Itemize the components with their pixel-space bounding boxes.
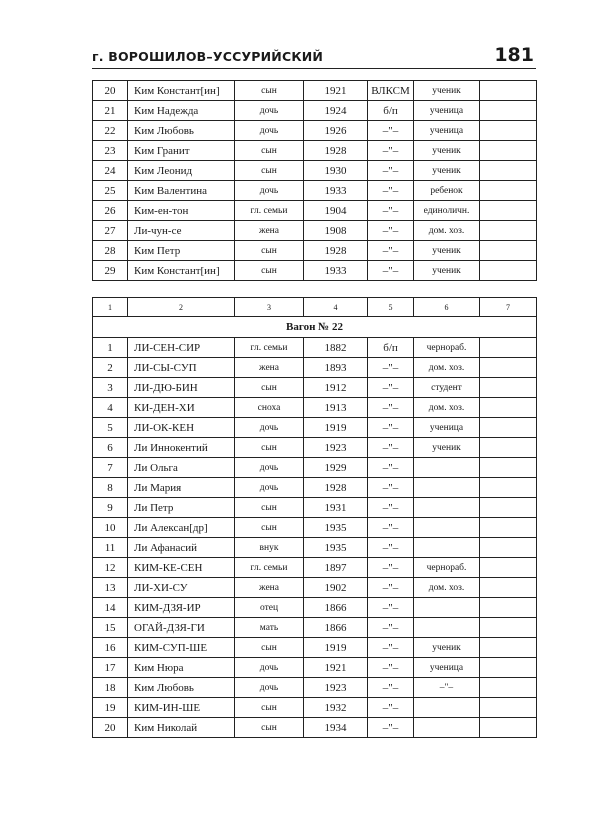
notes-cell: [480, 398, 537, 418]
table-row: [93, 181, 537, 201]
party-status-cell: –"–: [368, 518, 414, 538]
family-relation-cell: дочь: [235, 478, 304, 498]
person-name-cell: Ли Ольга: [128, 458, 235, 478]
birth-year-cell: 1912: [304, 378, 368, 398]
table-row: [93, 578, 537, 598]
row-number-cell: 20: [93, 718, 128, 738]
row-number-cell: 25: [93, 181, 128, 201]
party-status-cell: –"–: [368, 638, 414, 658]
birth-year-cell: 1935: [304, 518, 368, 538]
occupation-cell: ученица: [414, 658, 480, 678]
row-number-cell: 4: [93, 398, 128, 418]
notes-cell: [480, 598, 537, 618]
occupation-cell: ученица: [414, 418, 480, 438]
occupation-cell: [414, 538, 480, 558]
occupation-cell: ученица: [414, 121, 480, 141]
birth-year-cell: 1930: [304, 161, 368, 181]
family-relation-cell: дочь: [235, 678, 304, 698]
family-relation-cell: дочь: [235, 418, 304, 438]
person-name-cell: Ким Констант[ин]: [128, 261, 235, 281]
table-row: [93, 101, 537, 121]
table-row: [93, 618, 537, 638]
person-name-cell: Ли Иннокентий: [128, 438, 235, 458]
wagon-heading-row: [93, 317, 537, 338]
birth-year-cell: 1928: [304, 241, 368, 261]
wagon-title: Вагон № 22: [93, 317, 537, 338]
column-number: 2: [128, 298, 235, 317]
occupation-cell: [414, 498, 480, 518]
birth-year-cell: 1928: [304, 141, 368, 161]
family-relation-cell: жена: [235, 358, 304, 378]
family-relation-cell: сын: [235, 438, 304, 458]
birth-year-cell: 1908: [304, 221, 368, 241]
birth-year-cell: 1866: [304, 618, 368, 638]
notes-cell: [480, 338, 537, 358]
occupation-cell: [414, 718, 480, 738]
birth-year-cell: 1913: [304, 398, 368, 418]
notes-cell: [480, 141, 537, 161]
family-relation-cell: сын: [235, 141, 304, 161]
family-relation-cell: сын: [235, 698, 304, 718]
party-status-cell: –"–: [368, 658, 414, 678]
family-relation-cell: жена: [235, 221, 304, 241]
row-number-cell: 15: [93, 618, 128, 638]
occupation-cell: ученик: [414, 161, 480, 181]
party-status-cell: –"–: [368, 121, 414, 141]
column-number-row: [93, 298, 537, 317]
table-row: [93, 598, 537, 618]
party-status-cell: –"–: [368, 578, 414, 598]
family-relation-cell: сын: [235, 378, 304, 398]
row-number-cell: 17: [93, 658, 128, 678]
notes-cell: [480, 458, 537, 478]
person-name-cell: ЛИ-ДЮ-БИН: [128, 378, 235, 398]
row-number-cell: 29: [93, 261, 128, 281]
notes-cell: [480, 718, 537, 738]
birth-year-cell: 1923: [304, 438, 368, 458]
table-row: [93, 221, 537, 241]
person-name-cell: Ким Петр: [128, 241, 235, 261]
birth-year-cell: 1931: [304, 498, 368, 518]
row-number-cell: 21: [93, 101, 128, 121]
row-number-cell: 16: [93, 638, 128, 658]
family-relation-cell: дочь: [235, 121, 304, 141]
family-relation-cell: дочь: [235, 181, 304, 201]
person-name-cell: КИМ-ДЗЯ-ИР: [128, 598, 235, 618]
birth-year-cell: 1921: [304, 81, 368, 101]
occupation-cell: дом. хоз.: [414, 358, 480, 378]
party-status-cell: –"–: [368, 221, 414, 241]
occupation-cell: –"–: [414, 678, 480, 698]
family-relation-cell: сын: [235, 718, 304, 738]
notes-cell: [480, 201, 537, 221]
family-relation-cell: дочь: [235, 658, 304, 678]
notes-cell: [480, 578, 537, 598]
person-name-cell: Ким Любовь: [128, 678, 235, 698]
occupation-cell: студент: [414, 378, 480, 398]
notes-cell: [480, 241, 537, 261]
person-name-cell: Ли Афанасий: [128, 538, 235, 558]
family-relation-cell: сын: [235, 241, 304, 261]
table-row: [93, 638, 537, 658]
notes-cell: [480, 638, 537, 658]
table-row: [93, 161, 537, 181]
person-name-cell: ЛИ-ОК-КЕН: [128, 418, 235, 438]
row-number-cell: 26: [93, 201, 128, 221]
table-row: [93, 121, 537, 141]
party-status-cell: –"–: [368, 678, 414, 698]
birth-year-cell: 1921: [304, 658, 368, 678]
running-head: [92, 38, 536, 69]
occupation-cell: ученик: [414, 638, 480, 658]
row-number-cell: 1: [93, 338, 128, 358]
family-relation-cell: отец: [235, 598, 304, 618]
birth-year-cell: 1933: [304, 261, 368, 281]
row-number-cell: 8: [93, 478, 128, 498]
notes-cell: [480, 658, 537, 678]
table-row: [93, 398, 537, 418]
person-name-cell: Ким Надежда: [128, 101, 235, 121]
notes-cell: [480, 538, 537, 558]
party-status-cell: –"–: [368, 398, 414, 418]
table-row: [93, 658, 537, 678]
person-name-cell: Ким Николай: [128, 718, 235, 738]
occupation-cell: чернораб.: [414, 338, 480, 358]
family-relation-cell: сын: [235, 81, 304, 101]
birth-year-cell: 1929: [304, 458, 368, 478]
table-row: [93, 261, 537, 281]
table-row: [93, 518, 537, 538]
table-row: [93, 438, 537, 458]
party-status-cell: –"–: [368, 558, 414, 578]
table-row: [93, 718, 537, 738]
column-number: 5: [368, 298, 414, 317]
family-relation-cell: сын: [235, 261, 304, 281]
notes-cell: [480, 558, 537, 578]
row-number-cell: 27: [93, 221, 128, 241]
party-status-cell: б/п: [368, 338, 414, 358]
table-row: [93, 201, 537, 221]
person-name-cell: ОГАЙ-ДЗЯ-ГИ: [128, 618, 235, 638]
column-number: 1: [93, 298, 128, 317]
person-name-cell: Ким Валентина: [128, 181, 235, 201]
occupation-cell: единоличн.: [414, 201, 480, 221]
birth-year-cell: 1932: [304, 698, 368, 718]
table-row: [93, 378, 537, 398]
page-title: г. ВОРОШИЛОВ–УССУРИЙСКИЙ: [92, 49, 324, 64]
occupation-cell: ученик: [414, 261, 480, 281]
birth-year-cell: 1935: [304, 538, 368, 558]
party-status-cell: –"–: [368, 378, 414, 398]
table-row: [93, 478, 537, 498]
table-row: [93, 241, 537, 261]
notes-cell: [480, 678, 537, 698]
family-relation-cell: внук: [235, 538, 304, 558]
person-name-cell: Ли-чун-се: [128, 221, 235, 241]
birth-year-cell: 1934: [304, 718, 368, 738]
notes-cell: [480, 121, 537, 141]
table-row: [93, 698, 537, 718]
occupation-cell: ребенок: [414, 181, 480, 201]
notes-cell: [480, 261, 537, 281]
occupation-cell: чернораб.: [414, 558, 480, 578]
column-number: 6: [414, 298, 480, 317]
notes-cell: [480, 181, 537, 201]
person-name-cell: КИМ-ИН-ШЕ: [128, 698, 235, 718]
person-name-cell: ЛИ-СЫ-СУП: [128, 358, 235, 378]
birth-year-cell: 1933: [304, 181, 368, 201]
table-row: [93, 141, 537, 161]
table-row: [93, 558, 537, 578]
row-number-cell: 22: [93, 121, 128, 141]
column-number: 7: [480, 298, 537, 317]
occupation-cell: ученик: [414, 141, 480, 161]
person-name-cell: ЛИ-ХИ-СУ: [128, 578, 235, 598]
column-number: 3: [235, 298, 304, 317]
birth-year-cell: 1904: [304, 201, 368, 221]
notes-cell: [480, 478, 537, 498]
row-number-cell: 3: [93, 378, 128, 398]
person-name-cell: Ли Алексан[др]: [128, 518, 235, 538]
table-row: [93, 418, 537, 438]
person-name-cell: Ким Любовь: [128, 121, 235, 141]
birth-year-cell: 1893: [304, 358, 368, 378]
row-number-cell: 7: [93, 458, 128, 478]
party-status-cell: –"–: [368, 181, 414, 201]
occupation-cell: [414, 458, 480, 478]
party-status-cell: –"–: [368, 438, 414, 458]
notes-cell: [480, 101, 537, 121]
birth-year-cell: 1919: [304, 638, 368, 658]
occupation-cell: ученик: [414, 438, 480, 458]
party-status-cell: –"–: [368, 718, 414, 738]
row-number-cell: 5: [93, 418, 128, 438]
row-number-cell: 2: [93, 358, 128, 378]
family-relation-cell: сын: [235, 161, 304, 181]
notes-cell: [480, 418, 537, 438]
person-name-cell: Ким Гранит: [128, 141, 235, 161]
party-status-cell: –"–: [368, 598, 414, 618]
page-number: 181: [494, 44, 534, 66]
occupation-cell: [414, 698, 480, 718]
family-relation-cell: сноха: [235, 398, 304, 418]
notes-cell: [480, 618, 537, 638]
party-status-cell: б/п: [368, 101, 414, 121]
party-status-cell: –"–: [368, 418, 414, 438]
occupation-cell: [414, 518, 480, 538]
birth-year-cell: 1866: [304, 598, 368, 618]
person-name-cell: Ким-ен-тон: [128, 201, 235, 221]
person-name-cell: ЛИ-СЕН-СИР: [128, 338, 235, 358]
occupation-cell: ученик: [414, 81, 480, 101]
party-status-cell: ВЛКСМ: [368, 81, 414, 101]
person-name-cell: КИМ-СУП-ШЕ: [128, 638, 235, 658]
party-status-cell: –"–: [368, 698, 414, 718]
family-relation-cell: дочь: [235, 101, 304, 121]
party-status-cell: –"–: [368, 618, 414, 638]
person-name-cell: Ким Нюра: [128, 658, 235, 678]
notes-cell: [480, 161, 537, 181]
row-number-cell: 9: [93, 498, 128, 518]
family-relation-cell: сын: [235, 518, 304, 538]
row-number-cell: 10: [93, 518, 128, 538]
party-status-cell: –"–: [368, 241, 414, 261]
birth-year-cell: 1882: [304, 338, 368, 358]
notes-cell: [480, 221, 537, 241]
notes-cell: [480, 518, 537, 538]
row-number-cell: 6: [93, 438, 128, 458]
occupation-cell: [414, 598, 480, 618]
person-name-cell: КИ-ДЕН-ХИ: [128, 398, 235, 418]
table-row: [93, 678, 537, 698]
row-number-cell: 14: [93, 598, 128, 618]
occupation-cell: дом. хоз.: [414, 221, 480, 241]
row-number-cell: 12: [93, 558, 128, 578]
person-name-cell: Ли Мария: [128, 478, 235, 498]
row-number-cell: 23: [93, 141, 128, 161]
table-row: [93, 358, 537, 378]
party-status-cell: –"–: [368, 261, 414, 281]
row-number-cell: 13: [93, 578, 128, 598]
notes-cell: [480, 498, 537, 518]
party-status-cell: –"–: [368, 478, 414, 498]
birth-year-cell: 1897: [304, 558, 368, 578]
occupation-cell: дом. хоз.: [414, 578, 480, 598]
notes-cell: [480, 438, 537, 458]
row-number-cell: 24: [93, 161, 128, 181]
row-number-cell: 28: [93, 241, 128, 261]
person-name-cell: Ли Петр: [128, 498, 235, 518]
occupation-cell: ученица: [414, 101, 480, 121]
birth-year-cell: 1924: [304, 101, 368, 121]
table-row: [93, 81, 537, 101]
birth-year-cell: 1919: [304, 418, 368, 438]
family-relation-cell: сын: [235, 638, 304, 658]
notes-cell: [480, 358, 537, 378]
table-row: [93, 338, 537, 358]
family-relation-cell: сын: [235, 498, 304, 518]
person-name-cell: КИМ-КЕ-СЕН: [128, 558, 235, 578]
birth-year-cell: 1923: [304, 678, 368, 698]
wagon-22-table: [92, 297, 537, 738]
birth-year-cell: 1926: [304, 121, 368, 141]
family-relation-cell: гл. семьи: [235, 201, 304, 221]
column-number: 4: [304, 298, 368, 317]
birth-year-cell: 1902: [304, 578, 368, 598]
table-row: [93, 498, 537, 518]
family-relation-cell: гл. семьи: [235, 338, 304, 358]
occupation-cell: [414, 478, 480, 498]
person-name-cell: Ким Констант[ин]: [128, 81, 235, 101]
notes-cell: [480, 378, 537, 398]
party-status-cell: –"–: [368, 458, 414, 478]
notes-cell: [480, 81, 537, 101]
person-name-cell: Ким Леонид: [128, 161, 235, 181]
birth-year-cell: 1928: [304, 478, 368, 498]
party-status-cell: –"–: [368, 498, 414, 518]
family-relation-cell: жена: [235, 578, 304, 598]
row-number-cell: 20: [93, 81, 128, 101]
party-status-cell: –"–: [368, 161, 414, 181]
row-number-cell: 11: [93, 538, 128, 558]
party-status-cell: –"–: [368, 201, 414, 221]
family-relation-cell: мать: [235, 618, 304, 638]
occupation-cell: ученик: [414, 241, 480, 261]
party-status-cell: –"–: [368, 358, 414, 378]
occupation-cell: дом. хоз.: [414, 398, 480, 418]
table-row: [93, 458, 537, 478]
party-status-cell: –"–: [368, 141, 414, 161]
occupation-cell: [414, 618, 480, 638]
party-status-cell: –"–: [368, 538, 414, 558]
row-number-cell: 19: [93, 698, 128, 718]
notes-cell: [480, 698, 537, 718]
row-number-cell: 18: [93, 678, 128, 698]
family-relation-cell: гл. семьи: [235, 558, 304, 578]
family-relation-cell: дочь: [235, 458, 304, 478]
family-table-continued: [92, 80, 537, 281]
table-row: [93, 538, 537, 558]
